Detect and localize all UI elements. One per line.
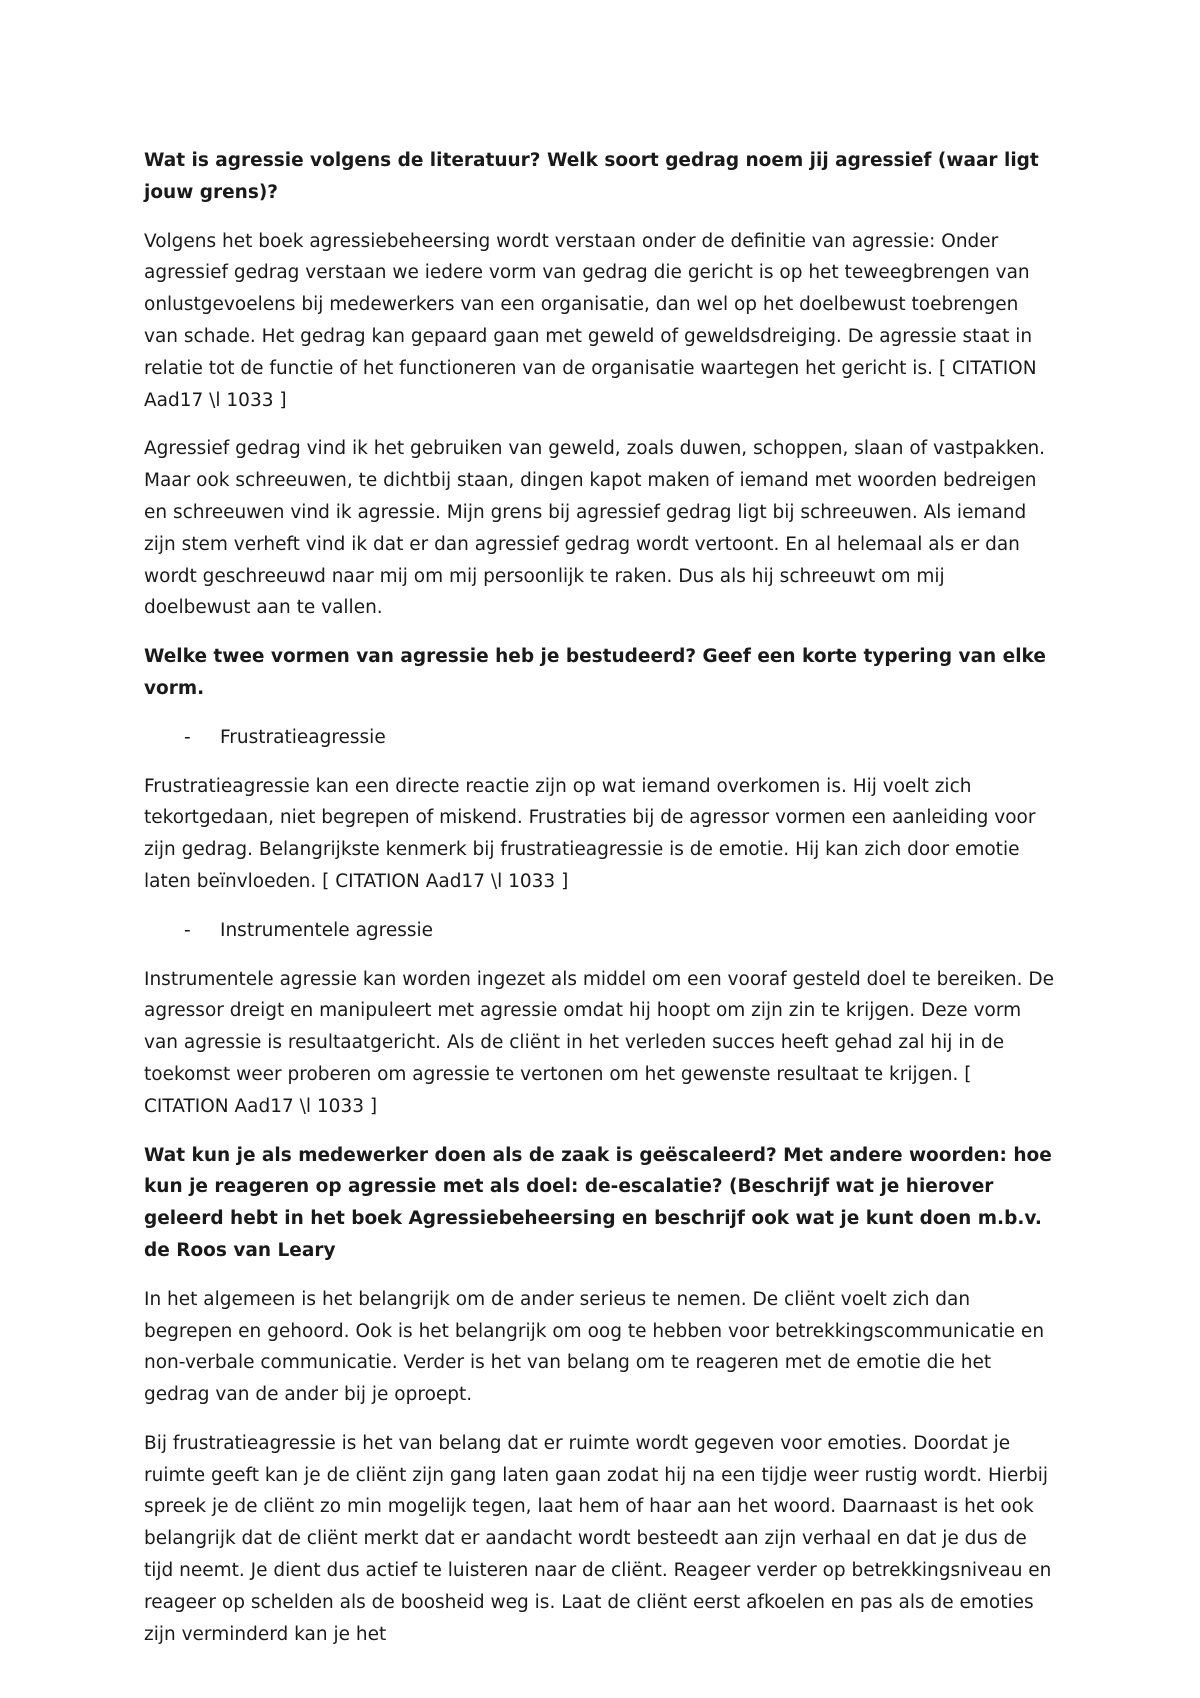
- list-item-frustratieagressie: [144, 722, 1056, 754]
- answer-paragraph-instrumentele-agressie: Instrumentele agressie kan worden ingezet als middel om een vooraf gesteld doel te bereiken. De agressor dreigt en manipuleert met agressie omdat hij hoopt om zijn zin te krijgen. Deze vorm van agressie is resultaatgericht. Als de cliënt in het verleden succes heeft gehad zal hij in de toekomst weer proberen om agressie te vertonen om het gewenste resultaat te krijgen. [ CITATION Aad17 \l 1033 ]: [144, 968, 1055, 1117]
- answer-paragraph-general: In het algemeen is het belangrijk om de ander serieus te nemen. De cliënt voelt zich dan begrepen en gehoord. Ook is het belangrijk om oog te hebben voor betrekkingscommunicatie en non-verbale communicatie. Verder is het van belang om te reageren met de emotie die het gedrag van de ander bij je oproept.: [144, 1288, 1045, 1406]
- question-1: Wat is agressie volgens de literatuur? Welk soort gedrag noem jij agressief (waar ligt jouw grens)?: [144, 150, 1039, 203]
- answer-paragraph-personal-boundary: Agressief gedrag vind ik het gebruiken van geweld, zoals duwen, schoppen, slaan of vastpakken. Maar ook schreeuwen, te dichtbij staan, dingen kapot maken of iemand met woorden bedreigen en schreeuwen vind ik agressie. Mijn grens bij agressief gedrag ligt bij schreeuwen. Als iemand zijn stem verheft vind ik dat er dan agressief gedrag wordt vertoont. En al helemaal als er dan wordt geschreeuwd naar mij om mij persoonlijk te raken. Dus als hij schreeuwt om mij doelbewust aan te vallen.: [144, 438, 1046, 619]
- document-body: [144, 145, 1056, 1667]
- bullet-dash: -: [184, 726, 191, 748]
- answer-paragraph-frustratieagressie: Frustratieagressie kan een directe reactie zijn op wat iemand overkomen is. Hij voelt zich tekortgedaan, niet begrepen of miskend. Frustraties bij de agressor vormen een aanleiding voor zijn gedrag. Belangrijkste kenmerk bij frustratieagressie is de emotie. Hij kan zich door emotie laten beïnvloeden. [ CITATION Aad17 \l 1033 ]: [144, 775, 1036, 892]
- list-item-label: Instrumentele agressie: [220, 919, 434, 941]
- list-item-instrumentele-agressie: [144, 915, 1056, 947]
- answer-paragraph-frustratie-approach: Bij frustratieagressie is het van belang dat er ruimte wordt gegeven voor emoties. Doordat je ruimte geeft kan je de cliënt zijn gang laten gaan zodat hij na een tijdje weer rustig wordt. Hierbij spreek je de cliënt zo min mogelijk tegen, laat hem of haar aan het woord. Daarnaast is het ook belangrijk dat de cliënt merkt dat er aandacht wordt besteedt aan zijn verhaal en dat je dus de tijd neemt. Je dient dus actief te luisteren naar de cliënt. Reageer verder op betrekkingsniveau en reageer op schelden als de boosheid weg is. Laat de cliënt eerst afkoelen en pas als de emoties zijn verminderd kan je het: [144, 1432, 1052, 1645]
- question-3: Wat kun je als medewerker doen als de zaak is geëscaleerd? Met andere woorden: hoe kun je reageren op agressie met als doel: de-escalatie? (Beschrijf wat je hierover geleerd hebt in het boek Agressiebeheersing en beschrijf ook wat je kunt doen m.b.v. de Roos van Leary: [144, 1144, 1052, 1261]
- answer-paragraph-definition: Volgens het boek agressiebeheersing wordt verstaan onder de definitie van agressie: Onder agressief gedrag verstaan we iedere vorm van gedrag die gericht is op het teweegbrengen van onlustgevoelens bij medewerkers van een organisatie, dan wel op het doelbewust toebrengen van schade. Het gedrag kan gepaard gaan met geweld of geweldsdreiging. De agressie staat in relatie tot de functie of het functioneren van de organisatie waartegen het gericht is. [ CITATION Aad17 \l 1033 ]: [144, 230, 1037, 411]
- question-2: Welke twee vormen van agressie heb je bestudeerd? Geef een korte typering van elke vorm.: [144, 646, 1046, 699]
- list-item-label: Frustratieagressie: [220, 726, 386, 748]
- bullet-dash: -: [184, 919, 191, 941]
